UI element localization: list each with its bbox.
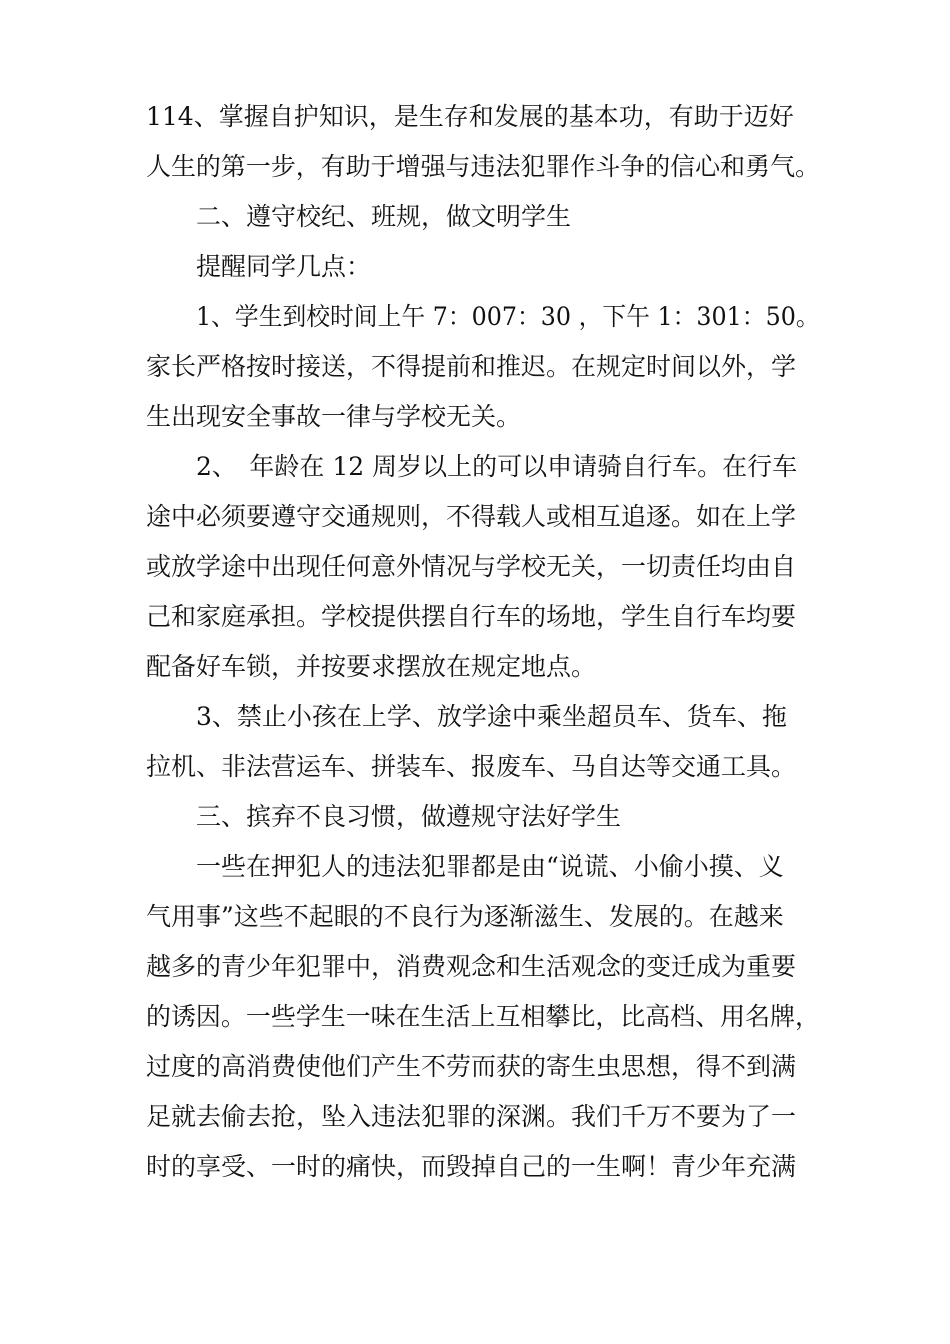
text-line: 114、掌握自护知识，是生存和发展的基本功，有助于迈好 [146,102,794,131]
text-line: 己和家庭承担。学校提供摆自行车的场地，学生自行车均要 [146,602,797,631]
text-line: 配备好车锁，并按要求摆放在规定地点。 [146,652,597,681]
text-line: 的诱因。一些学生一味在生活上互相攀比，比高档、用名牌， [146,1002,821,1031]
text-line: 过度的高消费使他们产生不劳而获的寄生虫思想，得不到满 [146,1052,797,1081]
text-line: 越多的青少年犯罪中，消费观念和生活观念的变迁成为重要 [146,952,797,981]
text-line: 1、学生到校时间上午 7：007：30 ，下午 1：301：50。 [196,302,820,331]
text-line: 提醒同学几点： [196,252,372,281]
text-line: 时的享受、一时的痛快，而毁掉自己的一生啊！青少年充满 [146,1152,797,1181]
text-line: 3、禁止小孩在上学、放学途中乘坐超员车、货车、拖 [196,702,787,731]
section-heading: 二、遵守校纪、班规，做文明学生 [196,202,572,231]
text-line: 或放学途中出现任何意外情况与学校无关，一切责任均由自 [146,552,797,581]
text-line: 家长严格按时接送，不得提前和推迟。在规定时间以外，学 [146,352,797,381]
section-heading: 三、摈弃不良习惯，做遵规守法好学生 [196,802,622,831]
text-line: 2、 年龄在 12 周岁以上的可以申请骑自行车。在行车 [196,452,798,481]
text-line: 拉机、非法营运车、拼装车、报废车、马自达等交通工具。 [146,752,797,781]
text-line: 一些在押犯人的违法犯罪都是由“说谎、小偷小摸、义 [196,852,784,881]
text-line: 生出现安全事故一律与学校无关。 [146,402,522,431]
text-line: 气用事”这些不起眼的不良行为逐渐滋生、发展的。在越来 [146,902,784,931]
text-line: 途中必须要遵守交通规则，不得载人或相互追逐。如在上学 [146,502,797,531]
text-line: 足就去偷去抢，坠入违法犯罪的深渊。我们千万不要为了一 [146,1102,797,1131]
text-line: 人生的第一步，有助于增强与违法犯罪作斗争的信心和勇气。 [146,152,821,181]
